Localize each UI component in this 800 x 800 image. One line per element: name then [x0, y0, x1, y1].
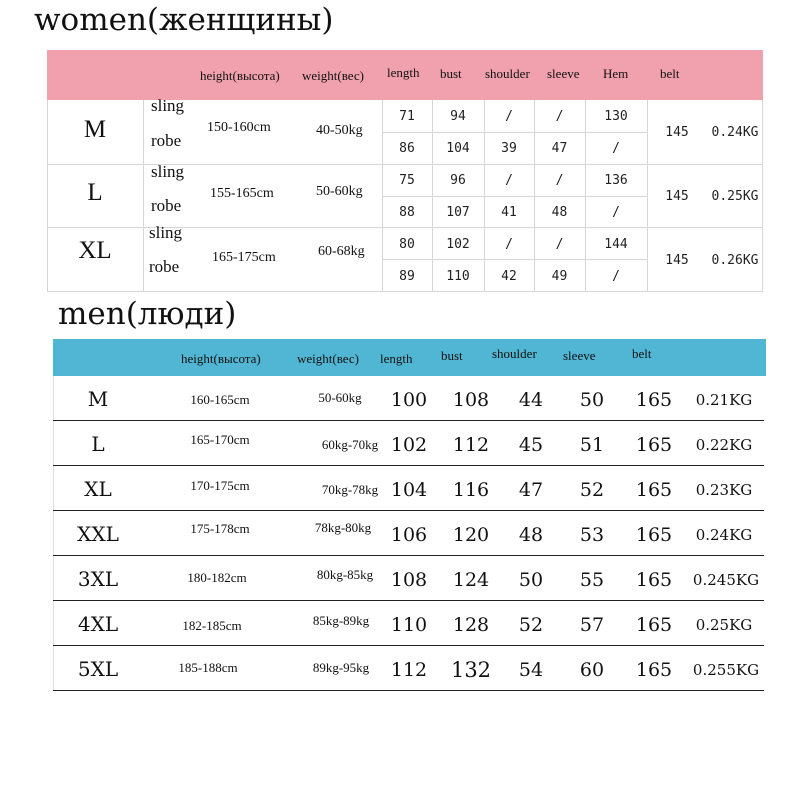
shoulder-value: 39 — [501, 141, 517, 156]
size-label: XXL — [77, 522, 119, 546]
header-weight: weight(вес) — [302, 68, 364, 83]
bust-value: 96 — [450, 173, 466, 188]
weight-kg-value: 0.25KG — [695, 616, 753, 634]
type-label: robe — [151, 196, 182, 215]
length-value: 102 — [390, 434, 428, 456]
length-value: 112 — [390, 659, 428, 681]
weight-kg-value: 0.26KG — [711, 253, 759, 268]
weight-kg-value: 0.255KG — [692, 661, 760, 679]
length-value: 86 — [399, 141, 415, 156]
size-label: M — [87, 387, 109, 411]
weight-value: 50-60kg — [316, 184, 363, 199]
row-divider — [53, 510, 764, 511]
sleeve-value: 60 — [579, 659, 605, 681]
header-length: length — [387, 65, 420, 80]
hem-value: 144 — [604, 237, 628, 252]
length-value: 80 — [399, 237, 415, 252]
weight-kg-value: 0.25KG — [711, 189, 759, 204]
size-label: XL — [78, 237, 112, 264]
height-value: 155-165cm — [210, 186, 274, 201]
weight-value: 78kg-80kg — [314, 520, 372, 535]
height-value: 150-160cm — [207, 120, 271, 135]
bust-value: 124 — [452, 569, 490, 591]
shoulder-value: 54 — [518, 659, 544, 681]
sleeve-value: 55 — [579, 569, 605, 591]
header-belt: belt — [632, 346, 652, 361]
weight-kg-value: 0.24KG — [695, 526, 753, 544]
sleeve-value: 52 — [579, 479, 605, 501]
belt-value: 165 — [635, 614, 673, 636]
row-divider — [53, 690, 764, 691]
belt-value: 165 — [635, 434, 673, 456]
type-label: sling — [151, 96, 185, 115]
shoulder-value: / — [505, 237, 513, 252]
shoulder-value: 42 — [501, 269, 517, 284]
height-value: 185-188cm — [178, 660, 238, 675]
sleeve-value: 53 — [579, 524, 605, 546]
sleeve-value: / — [555, 237, 564, 252]
hem-value: / — [612, 141, 620, 156]
size-label: XL — [84, 477, 112, 501]
table-border — [53, 376, 54, 691]
belt-value: 145 — [665, 125, 689, 140]
sleeve-value: 47 — [551, 141, 568, 156]
header-shoulder: shoulder — [485, 66, 530, 81]
shoulder-value: 47 — [518, 479, 544, 501]
belt-value: 165 — [635, 569, 673, 591]
header-belt: belt — [660, 66, 680, 81]
bust-value: 116 — [452, 479, 490, 501]
header-height: height(высота) — [181, 351, 261, 366]
weight-value: 70kg-78kg — [321, 482, 379, 497]
header-shoulder: shoulder — [492, 346, 537, 361]
sleeve-value: / — [555, 173, 564, 188]
grid-line — [382, 259, 647, 260]
belt-value: 165 — [635, 389, 673, 411]
row-divider — [53, 645, 764, 646]
shoulder-value: / — [505, 109, 513, 124]
size-label: L — [91, 432, 105, 456]
type-label: sling — [151, 162, 185, 181]
height-value: 175-178cm — [190, 521, 250, 536]
grid-line — [382, 196, 647, 197]
header-hem: Hem — [603, 66, 629, 81]
shoulder-value: / — [505, 173, 513, 188]
bust-value: 128 — [452, 614, 490, 636]
shoulder-value: 44 — [518, 389, 544, 411]
height-value: 165-170cm — [190, 432, 250, 447]
grid-line — [143, 100, 144, 292]
row-divider — [53, 465, 764, 466]
sleeve-value: 49 — [551, 269, 568, 284]
header-height: height(высота) — [200, 68, 280, 83]
belt-value: 165 — [635, 659, 673, 681]
header-bust: bust — [440, 66, 462, 81]
length-value: 89 — [399, 269, 415, 284]
weight-kg-value: 0.21KG — [695, 391, 753, 409]
row-divider — [53, 420, 764, 421]
shoulder-value: 41 — [501, 205, 517, 220]
sleeve-value: 51 — [579, 434, 605, 456]
shoulder-value: 45 — [518, 434, 544, 456]
belt-value: 145 — [665, 189, 689, 204]
hem-value: / — [612, 269, 620, 284]
sleeve-value: 57 — [579, 614, 605, 636]
bust-value: 112 — [452, 434, 490, 456]
bust-value: 108 — [452, 389, 490, 411]
size-label: 3XL — [77, 567, 119, 591]
bust-value: 132 — [450, 658, 492, 682]
length-value: 88 — [399, 205, 415, 220]
bust-value: 120 — [452, 524, 490, 546]
bust-value: 107 — [446, 205, 470, 220]
height-value: 160-165cm — [190, 392, 250, 407]
shoulder-value: 50 — [518, 569, 544, 591]
header-bust: bust — [441, 348, 463, 363]
shoulder-value: 48 — [518, 524, 544, 546]
length-value: 71 — [399, 109, 415, 124]
weight-kg-value: 0.245KG — [692, 571, 760, 589]
hem-value: / — [612, 205, 620, 220]
length-value: 100 — [390, 389, 428, 411]
belt-value: 145 — [665, 253, 689, 268]
height-value: 182-185cm — [182, 618, 242, 633]
sleeve-value: / — [555, 109, 564, 124]
height-value: 170-175cm — [190, 478, 250, 493]
header-length: length — [380, 351, 413, 366]
size-label: M — [83, 116, 107, 143]
sleeve-value: 48 — [551, 205, 568, 220]
row-divider — [53, 555, 764, 556]
weight-value: 60-68kg — [318, 244, 365, 259]
shoulder-value: 52 — [518, 614, 544, 636]
length-value: 75 — [399, 173, 415, 188]
belt-value: 165 — [635, 479, 673, 501]
belt-value: 165 — [635, 524, 673, 546]
type-label: sling — [149, 223, 183, 242]
weight-value: 85kg-89kg — [312, 613, 370, 628]
hem-value: 130 — [604, 109, 628, 124]
length-value: 104 — [390, 479, 428, 501]
grid-line — [47, 291, 763, 292]
height-value: 165-175cm — [212, 250, 276, 265]
sleeve-value: 50 — [579, 389, 605, 411]
length-value: 106 — [390, 524, 428, 546]
bust-value: 102 — [446, 237, 470, 252]
weight-value: 60kg-70kg — [321, 437, 379, 452]
row-divider — [53, 600, 764, 601]
type-label: robe — [151, 131, 182, 150]
women-size-table — [47, 50, 763, 292]
header-sleeve: sleeve — [563, 348, 596, 363]
weight-value: 89kg-95kg — [312, 660, 370, 675]
weight-kg-value: 0.22KG — [695, 436, 753, 454]
type-label: robe — [149, 257, 180, 276]
weight-value: 40-50kg — [316, 123, 363, 138]
weight-kg-value: 0.23KG — [695, 481, 753, 499]
size-label: 5XL — [77, 657, 119, 681]
header-weight: weight(вес) — [297, 351, 359, 366]
weight-value: 80kg-85kg — [316, 567, 374, 582]
grid-line — [382, 132, 647, 133]
women-table-header — [47, 50, 763, 100]
size-label: L — [87, 179, 103, 206]
men-section-title: men(люди) — [58, 296, 237, 332]
size-label: 4XL — [77, 612, 119, 636]
women-section-title: women(женщины) — [34, 2, 334, 38]
hem-value: 136 — [604, 173, 628, 188]
length-value: 108 — [390, 569, 428, 591]
bust-value: 110 — [446, 269, 470, 284]
bust-value: 94 — [450, 109, 466, 124]
header-sleeve: sleeve — [547, 66, 580, 81]
length-value: 110 — [390, 614, 428, 636]
weight-value: 50-60kg — [318, 390, 362, 405]
bust-value: 104 — [446, 141, 470, 156]
weight-kg-value: 0.24KG — [711, 125, 759, 140]
height-value: 180-182cm — [187, 570, 247, 585]
